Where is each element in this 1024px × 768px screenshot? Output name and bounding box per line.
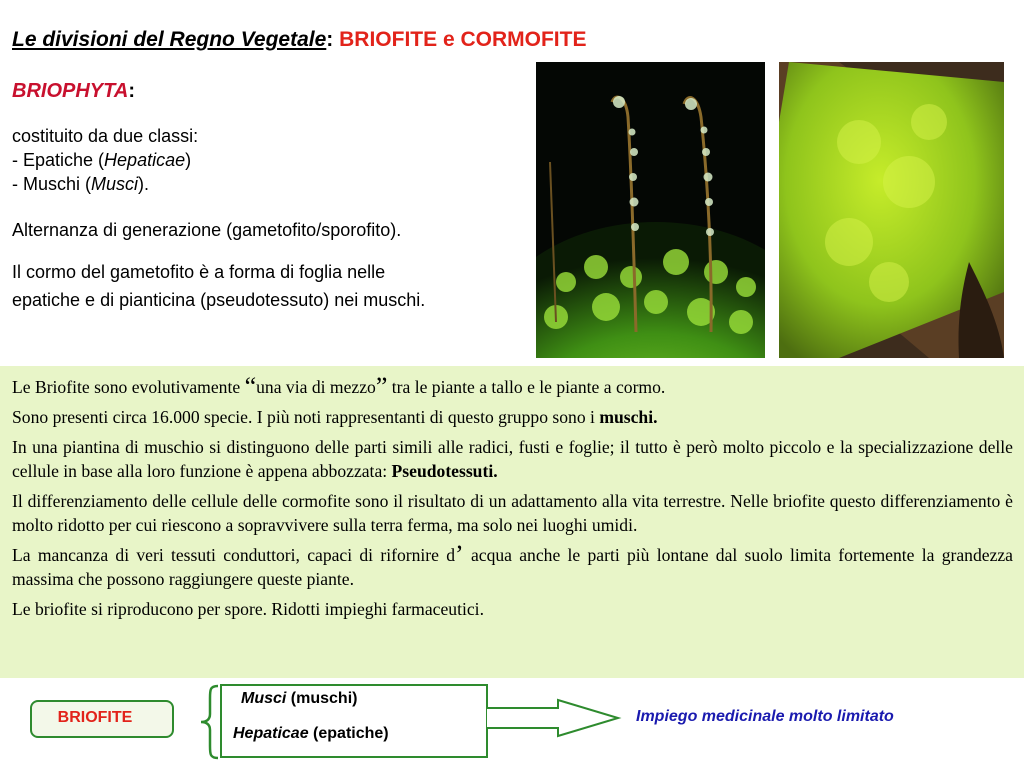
class-item-musci xyxy=(12,172,198,196)
classes-intro: costituito da due classi: xyxy=(12,126,199,146)
arrow-right-icon xyxy=(486,698,622,738)
paragraph-text: La mancanza di veri tessuti conduttori, capaci di rifornire d xyxy=(12,545,456,565)
paragraph xyxy=(12,405,1013,429)
class-item-latin: Musci xyxy=(91,174,139,194)
quoted-text: una via di mezzo xyxy=(256,377,376,397)
title-subject: BRIOFITE e CORMOFITE xyxy=(339,28,587,51)
class-item-text: - Muschi ( xyxy=(12,174,92,194)
paragraph-text: In una piantina di muschio si distinguono delle parti simili alle radici, fusti e foglie; il tutto è però molto piccolo e la specializzazione delle cellule in base alla loro funzione è appena abbozzata: xyxy=(12,437,1013,481)
moss-sporophyte-photo xyxy=(536,62,765,358)
paragraph xyxy=(12,435,1013,483)
class-common-name: (epatiche) xyxy=(308,725,389,742)
cormo-line: Il cormo del gametofito è a forma di foglia nelle xyxy=(12,262,386,282)
class-latin-name: Hepaticae xyxy=(233,725,309,742)
paragraph xyxy=(12,540,1013,591)
cormo-line: epatiche e di pianticina (pseudotessuto) nei muschi. xyxy=(12,290,426,310)
paragraph: Il differenziamento delle cellule delle cormofite sono il risultato di un adattamento alla vita terrestre. Nelle briofite questo differenziamento è molto ridotto per cui riescono a sopravvivere sulla terra ferma, ma solo nei luoghi umidi. xyxy=(12,491,1013,535)
paragraph-text: acqua anche le parti più lontane dal suolo limita fortemente la grandezza massima che possono raggiungere queste piante. xyxy=(12,545,1013,589)
paragraph-text: Sono presenti circa 16.000 specie. I più noti rappresentanti di questo gruppo sono i xyxy=(12,407,600,427)
paragraph-emphasis: muschi. xyxy=(599,407,658,427)
section-heading xyxy=(12,80,135,103)
cormo-text xyxy=(12,258,425,314)
class-item-hepaticae xyxy=(12,148,198,172)
class-musci-label xyxy=(241,690,357,708)
class-hepaticae-label xyxy=(233,725,389,743)
briophyta-label: BRIOPHYTA xyxy=(12,80,129,102)
paragraph-emphasis: Pseudotessuti. xyxy=(391,461,498,481)
moss-sporophyte-image xyxy=(536,62,765,358)
moss-trunk-image xyxy=(779,62,1004,358)
class-item-text: ). xyxy=(138,174,150,194)
quote-mark: ” xyxy=(375,372,388,401)
apostrophe-mark: ’ xyxy=(455,540,464,569)
class-item-text: ) xyxy=(185,150,192,170)
paragraph: Le briofite si riproducono per spore. Ridotti impieghi farmaceutici. xyxy=(12,599,484,619)
page-title xyxy=(12,28,586,52)
result-text: Impiego medicinale molto limitato xyxy=(636,708,894,725)
class-item-latin: Hepaticae xyxy=(104,150,186,170)
briophyta-colon: : xyxy=(128,80,135,102)
quote-mark: “ xyxy=(244,372,257,401)
moss-trunk-photo xyxy=(779,62,1004,358)
title-main: Le divisioni del Regno Vegetale xyxy=(12,28,327,51)
classes-list xyxy=(12,124,198,196)
title-colon: : xyxy=(326,28,340,51)
paragraph xyxy=(12,372,1013,401)
paragraph-text: Le Briofite sono evolutivamente xyxy=(12,377,245,397)
class-latin-name: Musci xyxy=(241,690,287,707)
class-item-text: - Epatiche ( xyxy=(12,150,105,170)
briofite-node-label: BRIOFITE xyxy=(57,709,133,726)
alternanza-text: Alternanza di generazione (gametofito/sporofito). xyxy=(12,220,402,240)
class-common-name: (muschi) xyxy=(286,690,358,707)
description-text xyxy=(12,372,1013,627)
paragraph-text: tra le piante a tallo e le piante a cormo. xyxy=(387,377,666,397)
